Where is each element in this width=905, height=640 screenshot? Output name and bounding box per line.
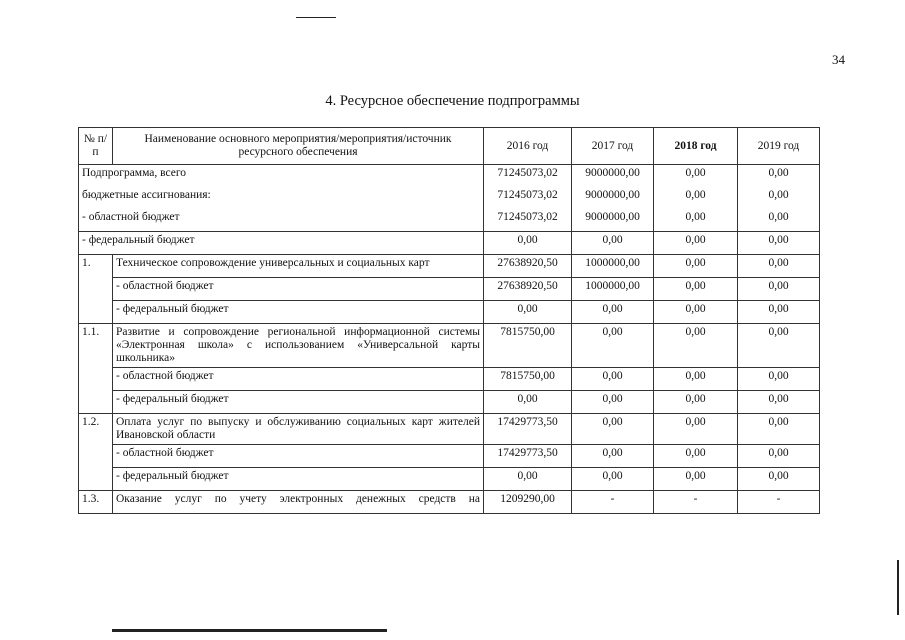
cell-2016: 1209290,00 xyxy=(484,491,572,514)
cell-2017: 0,00 xyxy=(572,368,654,391)
scan-edge-right xyxy=(897,560,899,615)
cell-2016: 7815750,00 xyxy=(484,324,572,368)
cell-2017: 0,00 xyxy=(572,468,654,491)
cell-2018: 0,00 xyxy=(654,278,738,301)
row-label: - федеральный бюджет xyxy=(113,468,484,491)
cell-2018: 0,00 xyxy=(654,368,738,391)
cell-2016: 71245073,02 xyxy=(484,165,572,188)
row-label: Оплата услуг по выпуску и обслуживанию социальных карт жителей Ивановской области xyxy=(113,414,484,445)
header-num: № п/п xyxy=(79,128,113,165)
row-label: - областной бюджет xyxy=(113,445,484,468)
cell-2017: 0,00 xyxy=(572,324,654,368)
table-row xyxy=(79,255,820,278)
cell-2019: 0,00 xyxy=(738,445,820,468)
row-label: - федеральный бюджет xyxy=(113,301,484,324)
table-row xyxy=(79,324,820,368)
cell-2019: 0,00 xyxy=(738,414,820,445)
cell-2019: 0,00 xyxy=(738,468,820,491)
cell-2017: 1000000,00 xyxy=(572,255,654,278)
table-row xyxy=(79,278,820,301)
cell-2018: 0,00 xyxy=(654,391,738,414)
cell-2018: 0,00 xyxy=(654,187,738,209)
cell-2017: - xyxy=(572,491,654,514)
row-label: бюджетные ассигнования: xyxy=(79,187,484,209)
table-row xyxy=(79,301,820,324)
cell-2019: 0,00 xyxy=(738,324,820,368)
cell-2019: 0,00 xyxy=(738,187,820,209)
cell-2018: 0,00 xyxy=(654,445,738,468)
cell-2017: 9000000,00 xyxy=(572,209,654,232)
row-label: Техническое сопровождение универсальных и социальных карт xyxy=(113,255,484,278)
scan-line-bottom xyxy=(112,629,387,632)
header-2016: 2016 год xyxy=(484,128,572,165)
cell-2016: 0,00 xyxy=(484,468,572,491)
cell-2018: 0,00 xyxy=(654,255,738,278)
row-label: - областной бюджет xyxy=(113,278,484,301)
table-row xyxy=(79,232,820,255)
cell-2016: 27638920,50 xyxy=(484,278,572,301)
cell-2017: 0,00 xyxy=(572,232,654,255)
cell-2016: 0,00 xyxy=(484,232,572,255)
cell-2018: 0,00 xyxy=(654,414,738,445)
header-2018: 2018 год xyxy=(654,128,738,165)
table-row xyxy=(79,468,820,491)
row-number: 1. xyxy=(79,255,113,324)
table-row xyxy=(79,414,820,445)
row-label: - федеральный бюджет xyxy=(113,391,484,414)
header-2019: 2019 год xyxy=(738,128,820,165)
cell-2017: 0,00 xyxy=(572,414,654,445)
cell-2017: 0,00 xyxy=(572,445,654,468)
cell-2016: 0,00 xyxy=(484,301,572,324)
table-row xyxy=(79,391,820,414)
cell-2019: 0,00 xyxy=(738,209,820,232)
row-number: 1.1. xyxy=(79,324,113,414)
row-label: - областной бюджет xyxy=(113,368,484,391)
cell-2018: 0,00 xyxy=(654,324,738,368)
cell-2019: 0,00 xyxy=(738,232,820,255)
row-label: - федеральный бюджет xyxy=(79,232,484,255)
row-label: Оказание услуг по учету электронных денежных средств на xyxy=(113,491,484,514)
cell-2019: 0,00 xyxy=(738,368,820,391)
page-number: 34 xyxy=(832,52,845,67)
cell-2017: 9000000,00 xyxy=(572,187,654,209)
cell-2019: - xyxy=(738,491,820,514)
cell-2019: 0,00 xyxy=(738,301,820,324)
cell-2018: 0,00 xyxy=(654,301,738,324)
header-2017: 2017 год xyxy=(572,128,654,165)
cell-2016: 27638920,50 xyxy=(484,255,572,278)
cell-2017: 0,00 xyxy=(572,391,654,414)
table-header-row xyxy=(79,128,820,165)
resource-table xyxy=(78,127,820,514)
cell-2017: 9000000,00 xyxy=(572,165,654,188)
section-title: 4. Ресурсное обеспечение подпрограммы xyxy=(325,93,580,109)
table-row xyxy=(79,445,820,468)
table-row xyxy=(79,165,820,188)
cell-2016: 7815750,00 xyxy=(484,368,572,391)
scan-line-top xyxy=(296,17,336,18)
table-row xyxy=(79,368,820,391)
cell-2018: 0,00 xyxy=(654,165,738,188)
cell-2019: 0,00 xyxy=(738,255,820,278)
row-label: Развитие и сопровождение региональной информационной системы «Электронная школа» с использованием «Универсальной карты школьника» xyxy=(113,324,484,368)
row-label: Подпрограмма, всего xyxy=(79,165,484,188)
cell-2017: 0,00 xyxy=(572,301,654,324)
table-row xyxy=(79,209,820,232)
cell-2016: 71245073,02 xyxy=(484,209,572,232)
row-number: 1.2. xyxy=(79,414,113,491)
cell-2018: - xyxy=(654,491,738,514)
cell-2016: 71245073,02 xyxy=(484,187,572,209)
header-name: Наименование основного мероприятия/мероприятия/источник ресурсного обеспечения xyxy=(113,128,484,165)
cell-2016: 17429773,50 xyxy=(484,414,572,445)
cell-2018: 0,00 xyxy=(654,209,738,232)
row-number: 1.3. xyxy=(79,491,113,514)
cell-2019: 0,00 xyxy=(738,165,820,188)
table-row xyxy=(79,187,820,209)
cell-2016: 0,00 xyxy=(484,391,572,414)
cell-2018: 0,00 xyxy=(654,468,738,491)
cell-2019: 0,00 xyxy=(738,278,820,301)
cell-2019: 0,00 xyxy=(738,391,820,414)
cell-2016: 17429773,50 xyxy=(484,445,572,468)
cell-2017: 1000000,00 xyxy=(572,278,654,301)
row-label: - областной бюджет xyxy=(79,209,484,232)
table-row xyxy=(79,491,820,514)
cell-2018: 0,00 xyxy=(654,232,738,255)
